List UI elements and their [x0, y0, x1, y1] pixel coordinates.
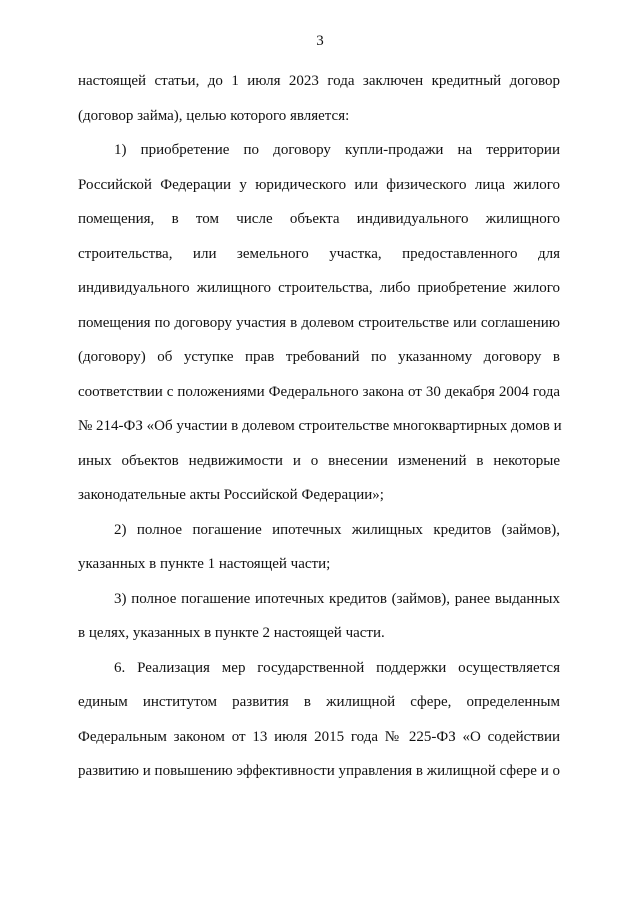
text-line: № 214-ФЗ «Об участии в долевом строительстве многоквартирных домов и [78, 418, 562, 434]
text-line: Федеральным законом от 13 июля 2015 года № 225-ФЗ «О содействии [78, 728, 560, 745]
text-line: помещения по договору участия в долевом строительстве или соглашению [78, 314, 560, 331]
text-line: иных объектов недвижимости и о внесении изменений в некоторые [78, 452, 560, 469]
text-line: индивидуального жилищного строительства, либо приобретение жилого [78, 280, 560, 296]
text-line: соответствии с положениями Федерального закона от 30 декабря 2004 года [78, 383, 560, 400]
text-line: Российской Федерации у юридического или физического лица жилого [78, 176, 560, 193]
document-body [78, 64, 560, 789]
page-number: 3 [316, 33, 324, 49]
text-line: помещения, в том числе объекта индивидуального жилищного [78, 211, 560, 227]
text-line: 6. Реализация мер государственной поддержки осуществляется [114, 659, 560, 676]
text-line: (договору) об уступке прав требований по указанному договору в [78, 349, 560, 365]
text-line: в целях, указанных в пункте 2 настоящей части. [78, 625, 385, 641]
text-line: 3) полное погашение ипотечных кредитов (займов), ранее выданных [114, 590, 560, 607]
text-line: 2) полное погашение ипотечных жилищных кредитов (займов), [114, 521, 560, 538]
text-line: 1) приобретение по договору купли-продажи на территории [114, 142, 560, 158]
text-line: законодательные акты Российской Федерации»; [78, 487, 384, 503]
text-line: настоящей статьи, до 1 июля 2023 года заключен кредитный договор [78, 73, 560, 89]
text-line: указанных в пункте 1 настоящей части; [78, 556, 331, 572]
text-line: (договор займа), целью которого является: [78, 107, 350, 124]
text-line: единым институтом развития в жилищной сфере, определенным [78, 694, 560, 710]
text-line: развитию и повышению эффективности управления в жилищной сфере и о [78, 763, 560, 779]
text-line: строительства, или земельного участка, предоставленного для [78, 245, 560, 262]
